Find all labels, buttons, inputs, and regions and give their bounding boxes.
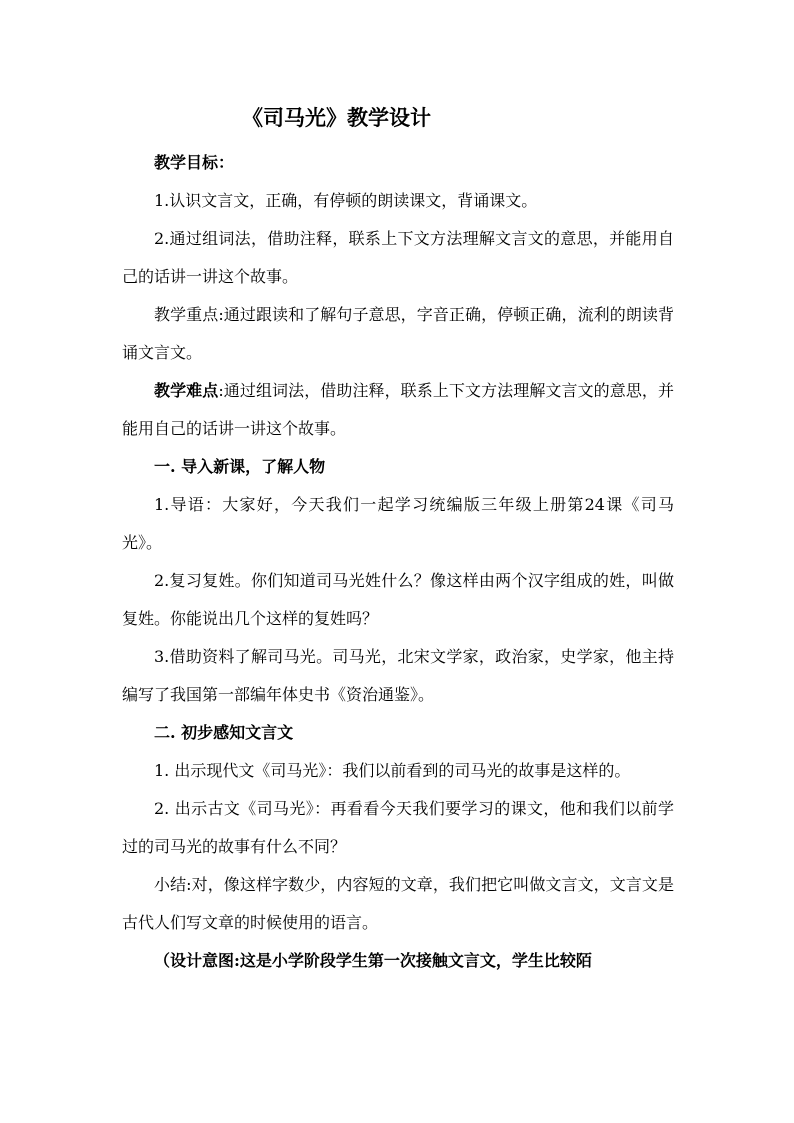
key-point — [122, 296, 674, 372]
key-point-text: :通过跟读和了解句子意思，字音正确，停顿正确，流利的朗读背诵文言文。 — [122, 305, 674, 362]
design-intent: （设计意图:这是小学阶段学生第一次接触文言文，学生比较陌 — [154, 951, 592, 970]
section-1-item-1: 1.导语：大家好，今天我们一起学习统编版三年级上册第24课《司马光》。 — [122, 495, 674, 552]
difficulty-text: :通过组词法，借助注释，联系上下文方法理解文言文的意思，并能用自己的话讲一讲这个故事。 — [122, 381, 674, 438]
goal-2: 2.通过组词法，借助注释，联系上下文方法理解文言文的意思，并能用自己的话讲一讲这个故事。 — [122, 229, 674, 286]
section-2-item-1: 1. 出示现代文《司马光》：我们以前看到的司马光的故事是这样的。 — [154, 761, 631, 780]
difficulty-label: 教学难点 — [154, 381, 219, 400]
goal-1: 1.认识文言文，正确，有停顿的朗读课文，背诵课文。 — [154, 191, 538, 210]
document-body — [122, 144, 674, 980]
key-point-label: 教学重点 — [154, 305, 219, 324]
section-1-item-3: 3.借助资料了解司马光。司马光，北宋文学家，政治家，史学家，他主持编写了我国第一部编年体史书《资治通鉴》。 — [122, 647, 674, 704]
section-2-heading: 二. 初步感知文言文 — [154, 723, 294, 742]
difficulty — [122, 372, 674, 448]
goals-heading: 教学目标： — [154, 153, 235, 172]
section-2-item-2: 2. 出示古文《司马光》：再看看今天我们要学习的课文，他和我们以前学过的司马光的故事有什么不同？ — [122, 799, 674, 856]
summary: 小结:对，像这样字数少，内容短的文章，我们把它叫做文言文，文言文是古代人们写文章的时候使用的语言。 — [122, 875, 674, 932]
document-title: 《司马光》教学设计 — [242, 105, 431, 130]
section-1-item-2: 2.复习复姓。你们知道司马光姓什么？像这样由两个汉字组成的姓，叫做复姓。你能说出几个这样的复姓吗？ — [122, 571, 674, 628]
section-1-heading: 一. 导入新课，了解人物 — [154, 457, 326, 476]
